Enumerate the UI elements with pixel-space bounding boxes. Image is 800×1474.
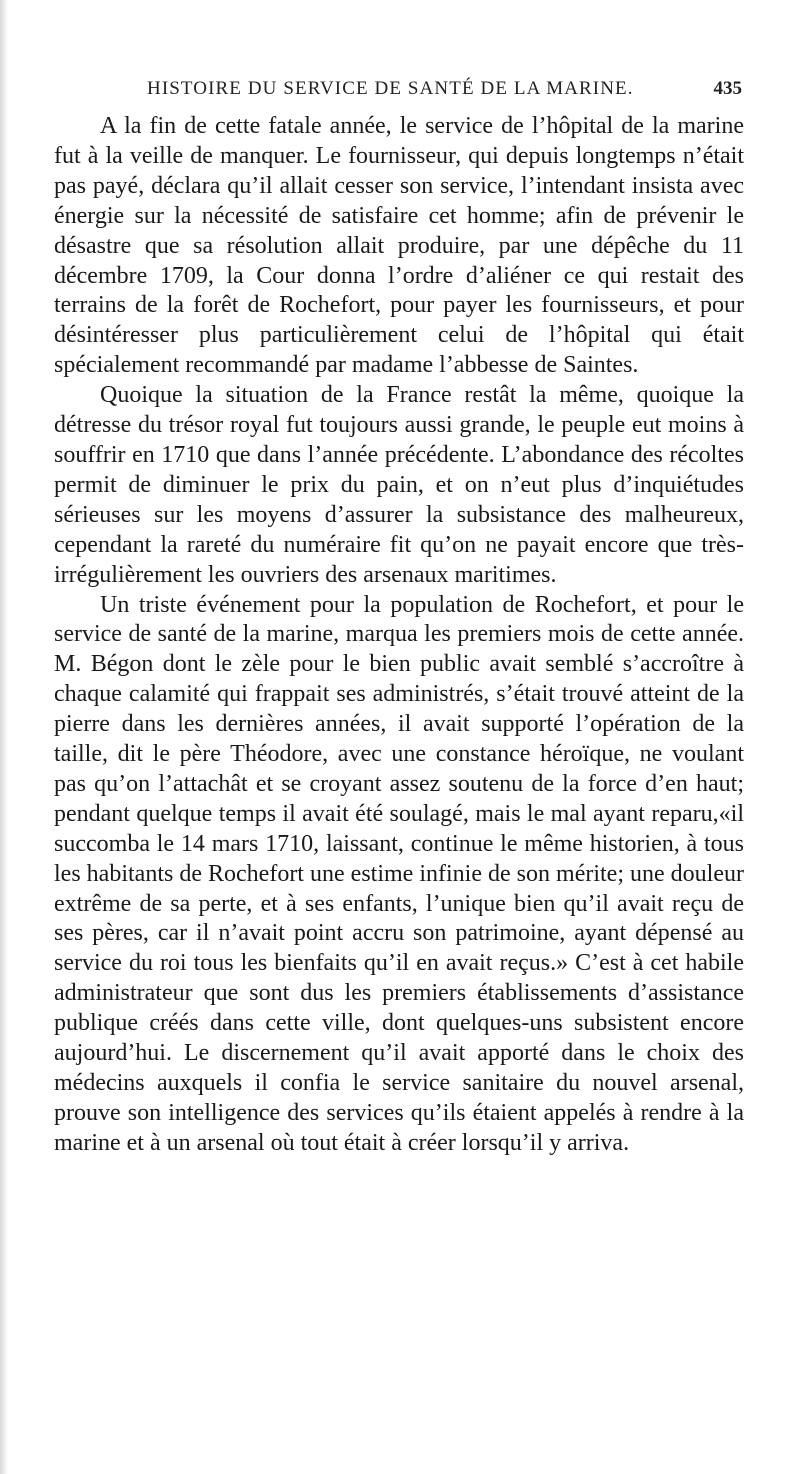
page-header — [0, 78, 800, 106]
paragraph-3: Un triste événement pour la population de Rochefort, et pour le service de santé de la marine, marqua les premiers mois de cette année. M. Bégon dont le zèle pour le bien public avait semblé s’accroître à chaque calamité qui frappait ses administrés, s’était trouvé atteint de la pierre dans les dernières années, il avait supporté l’opération de la taille, dit le père Théodore, avec une constance héroïque, ne voulant pas qu’on l’attachât et se croyant assez soutenu de la force d’en haut; pendant quelque temps il avait été soulagé, mais le mal ayant reparu,«il succomba le 14 mars 1710, laissant, continue le même historien, à tous les habitants de Rochefort une estime infinie de son mérite; une douleur extrême de sa perte, et à ses enfants, l’unique bien qu’il avait reçu de ses pères, car il n’avait point accru son patrimoine, ayant dépensé au service du roi tous les bienfaits qu’il en avait reçus.» C’est à cet habile administrateur que sont dus les premiers établissements d’assistance publique créés dans cette ville, dont quelques-uns subsistent encore aujourd’hui. Le discernement qu’il avait apporté dans le choix des médecins auxquels il confia le service sanitaire du nouvel arsenal, prouve son intelligence des services qu’ils étaient appelés à rendre à la marine et à un arsenal où tout était à créer lorsqu’il y arriva. — [54, 591, 744, 1156]
paragraph-1: A la fin de cette fatale année, le service de l’hôpital de la marine fut à la veille de manquer. Le fournisseur, qui depuis longtemps n’était pas payé, déclara qu’il allait cesser son service, l’intendant insista avec énergie sur la nécessité de satisfaire cet homme; afin de prévenir le désastre que sa résolution allait produire, par une dépêche du 11 décembre 1709, la Cour donna l’ordre d’aliéner ce qui restait des terrains de la forêt de Rochefort, pour payer les fournisseurs, et pour désintéresser plus particulièrement celui de l’hôpital qui était spécialement recommandé par madame l’abbesse de Saintes. — [54, 113, 744, 379]
page-number: 435 — [713, 78, 742, 99]
body-text — [54, 112, 744, 1159]
paragraph-2: Quoique la situation de la France restât la même, quoique la détresse du trésor royal fut toujours aussi grande, le peuple eut moins à souffrir en 1710 que dans l’année précédente. L’abondance des récoltes permit de diminuer le prix du pain, et on n’eut plus d’inquiétudes sérieuses sur les moyens d’assurer la subsistance des malheureux, cependant la rareté du numéraire fit qu’on ne payait encore que très-irrégulièrement les ouvriers des arsenaux maritimes. — [54, 382, 744, 588]
running-title: HISTOIRE DU SERVICE DE SANTÉ DE LA MARINE. — [147, 78, 634, 99]
page-edge-shadow — [0, 0, 8, 1474]
